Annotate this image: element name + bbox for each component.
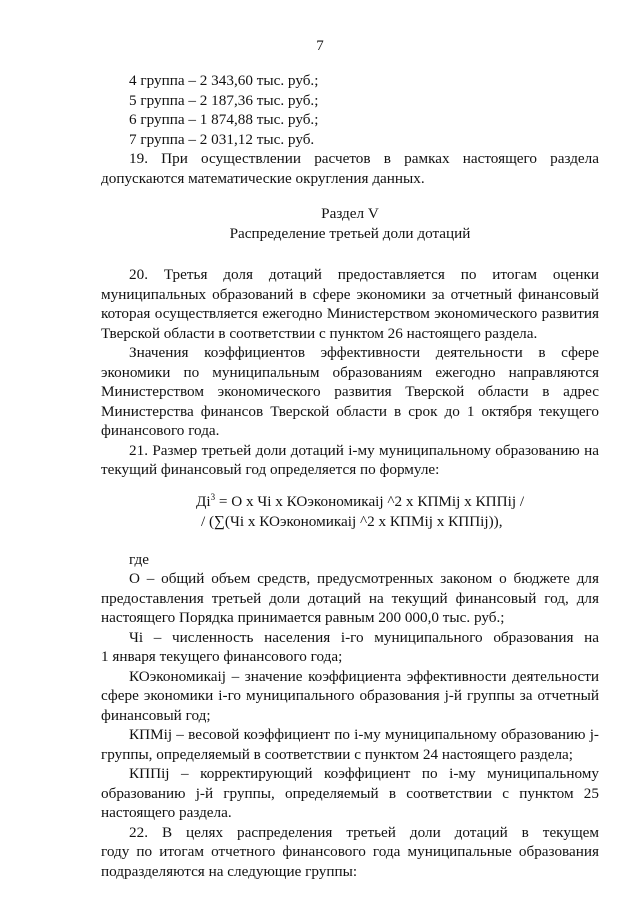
paragraph-22-line-2: году по итогам отчетного финансового года муниципальные образования (101, 843, 599, 860)
section-heading: Раздел V (321, 205, 379, 222)
paragraph-21-line-1: 21. Размер третьей доли дотаций i-му муниципальному образованию на (129, 441, 599, 459)
group-line-4: 4 группа – 2 343,60 тыс. руб.; (129, 72, 319, 89)
definition-kpp-line-1: КППij – корректирующий коэффициент по i-му муниципальному (129, 765, 599, 782)
paragraph-20b-line-5: финансового года. (101, 422, 220, 439)
formula-lhs-superscript: 3 (210, 491, 216, 502)
definition-kpm-line-1: КПМij – весовой коэффициент по i-му муниципальному образованию j- (129, 726, 599, 743)
paragraph-20b-line-2: экономики по муниципальным образованиям ежегодно направляются (101, 363, 599, 381)
paragraph-22-line-1: 22. В целях распределения третьей доли дотаций в текущем (129, 823, 599, 841)
paragraph-19-line-1: 19. При осуществлении расчетов в рамках настоящего раздела (129, 150, 599, 167)
paragraph-20-line-2: муниципальных образований в сфере экономики за отчетный финансовый (101, 285, 599, 303)
paragraph-20-line-3: которая осуществляется ежегодно Министерством экономического развития (101, 305, 599, 322)
definition-ko-line-3: финансовый год; (101, 706, 211, 724)
definition-ko-line-1: КОэкономикаij – значение коэффициента эффективности деятельности (129, 667, 599, 685)
paragraph-20-line-1: 20. Третья доля дотаций предоставляется по итогам оценки (129, 266, 599, 283)
paragraph-20b-line-4: Министерства финансов Тверской области в срок до 1 октября текущего (101, 402, 599, 420)
definition-kpp-line-3: настоящего раздела. (101, 804, 232, 821)
formula-line-1 (101, 492, 599, 512)
page-content (101, 71, 599, 881)
section-title: Распределение третьей доли дотаций (229, 224, 471, 242)
definition-o-line-1: О – общий объем средств, предусмотренных законом о бюджете для (129, 570, 599, 587)
definition-o-line-3: настоящего Порядка принимается равным 200 000,0 тыс. руб.; (101, 609, 505, 626)
paragraph-20b-line-1: Значения коэффициентов эффективности деятельности в сфере (129, 344, 599, 361)
definition-o-line-2: предоставления третьей доли дотаций на текущий финансовый год, для (101, 589, 599, 607)
group-line-6: 6 группа – 1 874,88 тыс. руб.; (129, 111, 319, 128)
paragraph-19-line-2: допускаются математические округления данных. (101, 169, 425, 187)
definition-ko-line-2: сфере экономики i-го муниципального образования j-й группы за отчетный (101, 687, 599, 704)
paragraph-20-line-4: Тверской области в соответствии с пунктом 26 настоящего раздела. (101, 324, 538, 342)
group-line-7: 7 группа – 2 031,12 тыс. руб. (129, 130, 315, 148)
page-number: 7 (316, 38, 324, 54)
formula-lhs: Дi (196, 492, 211, 510)
definition-ch-line-2: 1 января текущего финансового года; (101, 648, 343, 665)
formula-line-1-rest: = О x Чi x КОэкономикаij ^2 x КПМij x КППij / (215, 492, 525, 510)
definition-ch-line-1: Чi – численность населения i-го муниципального образования на (129, 628, 599, 646)
formula-line-2: / (∑(Чi x КОэкономикаij ^2 x КПМij x КППij)), (201, 512, 503, 530)
where-label: где (129, 550, 149, 568)
paragraph-22-line-3: подразделяются на следующие группы: (101, 862, 358, 880)
paragraph-21-line-2: текущий финансовый год определяется по формуле: (101, 461, 440, 478)
group-line-5: 5 группа – 2 187,36 тыс. руб.; (129, 91, 319, 109)
paragraph-20b-line-3: Министерством экономического развития Тверской области в адрес (101, 383, 599, 400)
definition-kpm-line-2: группы, определяемый в соответствии с пунктом 24 настоящего раздела; (101, 745, 573, 763)
definition-kpp-line-2: образованию j-й группы, определяемый в соответствии с пунктом 25 (101, 784, 599, 802)
